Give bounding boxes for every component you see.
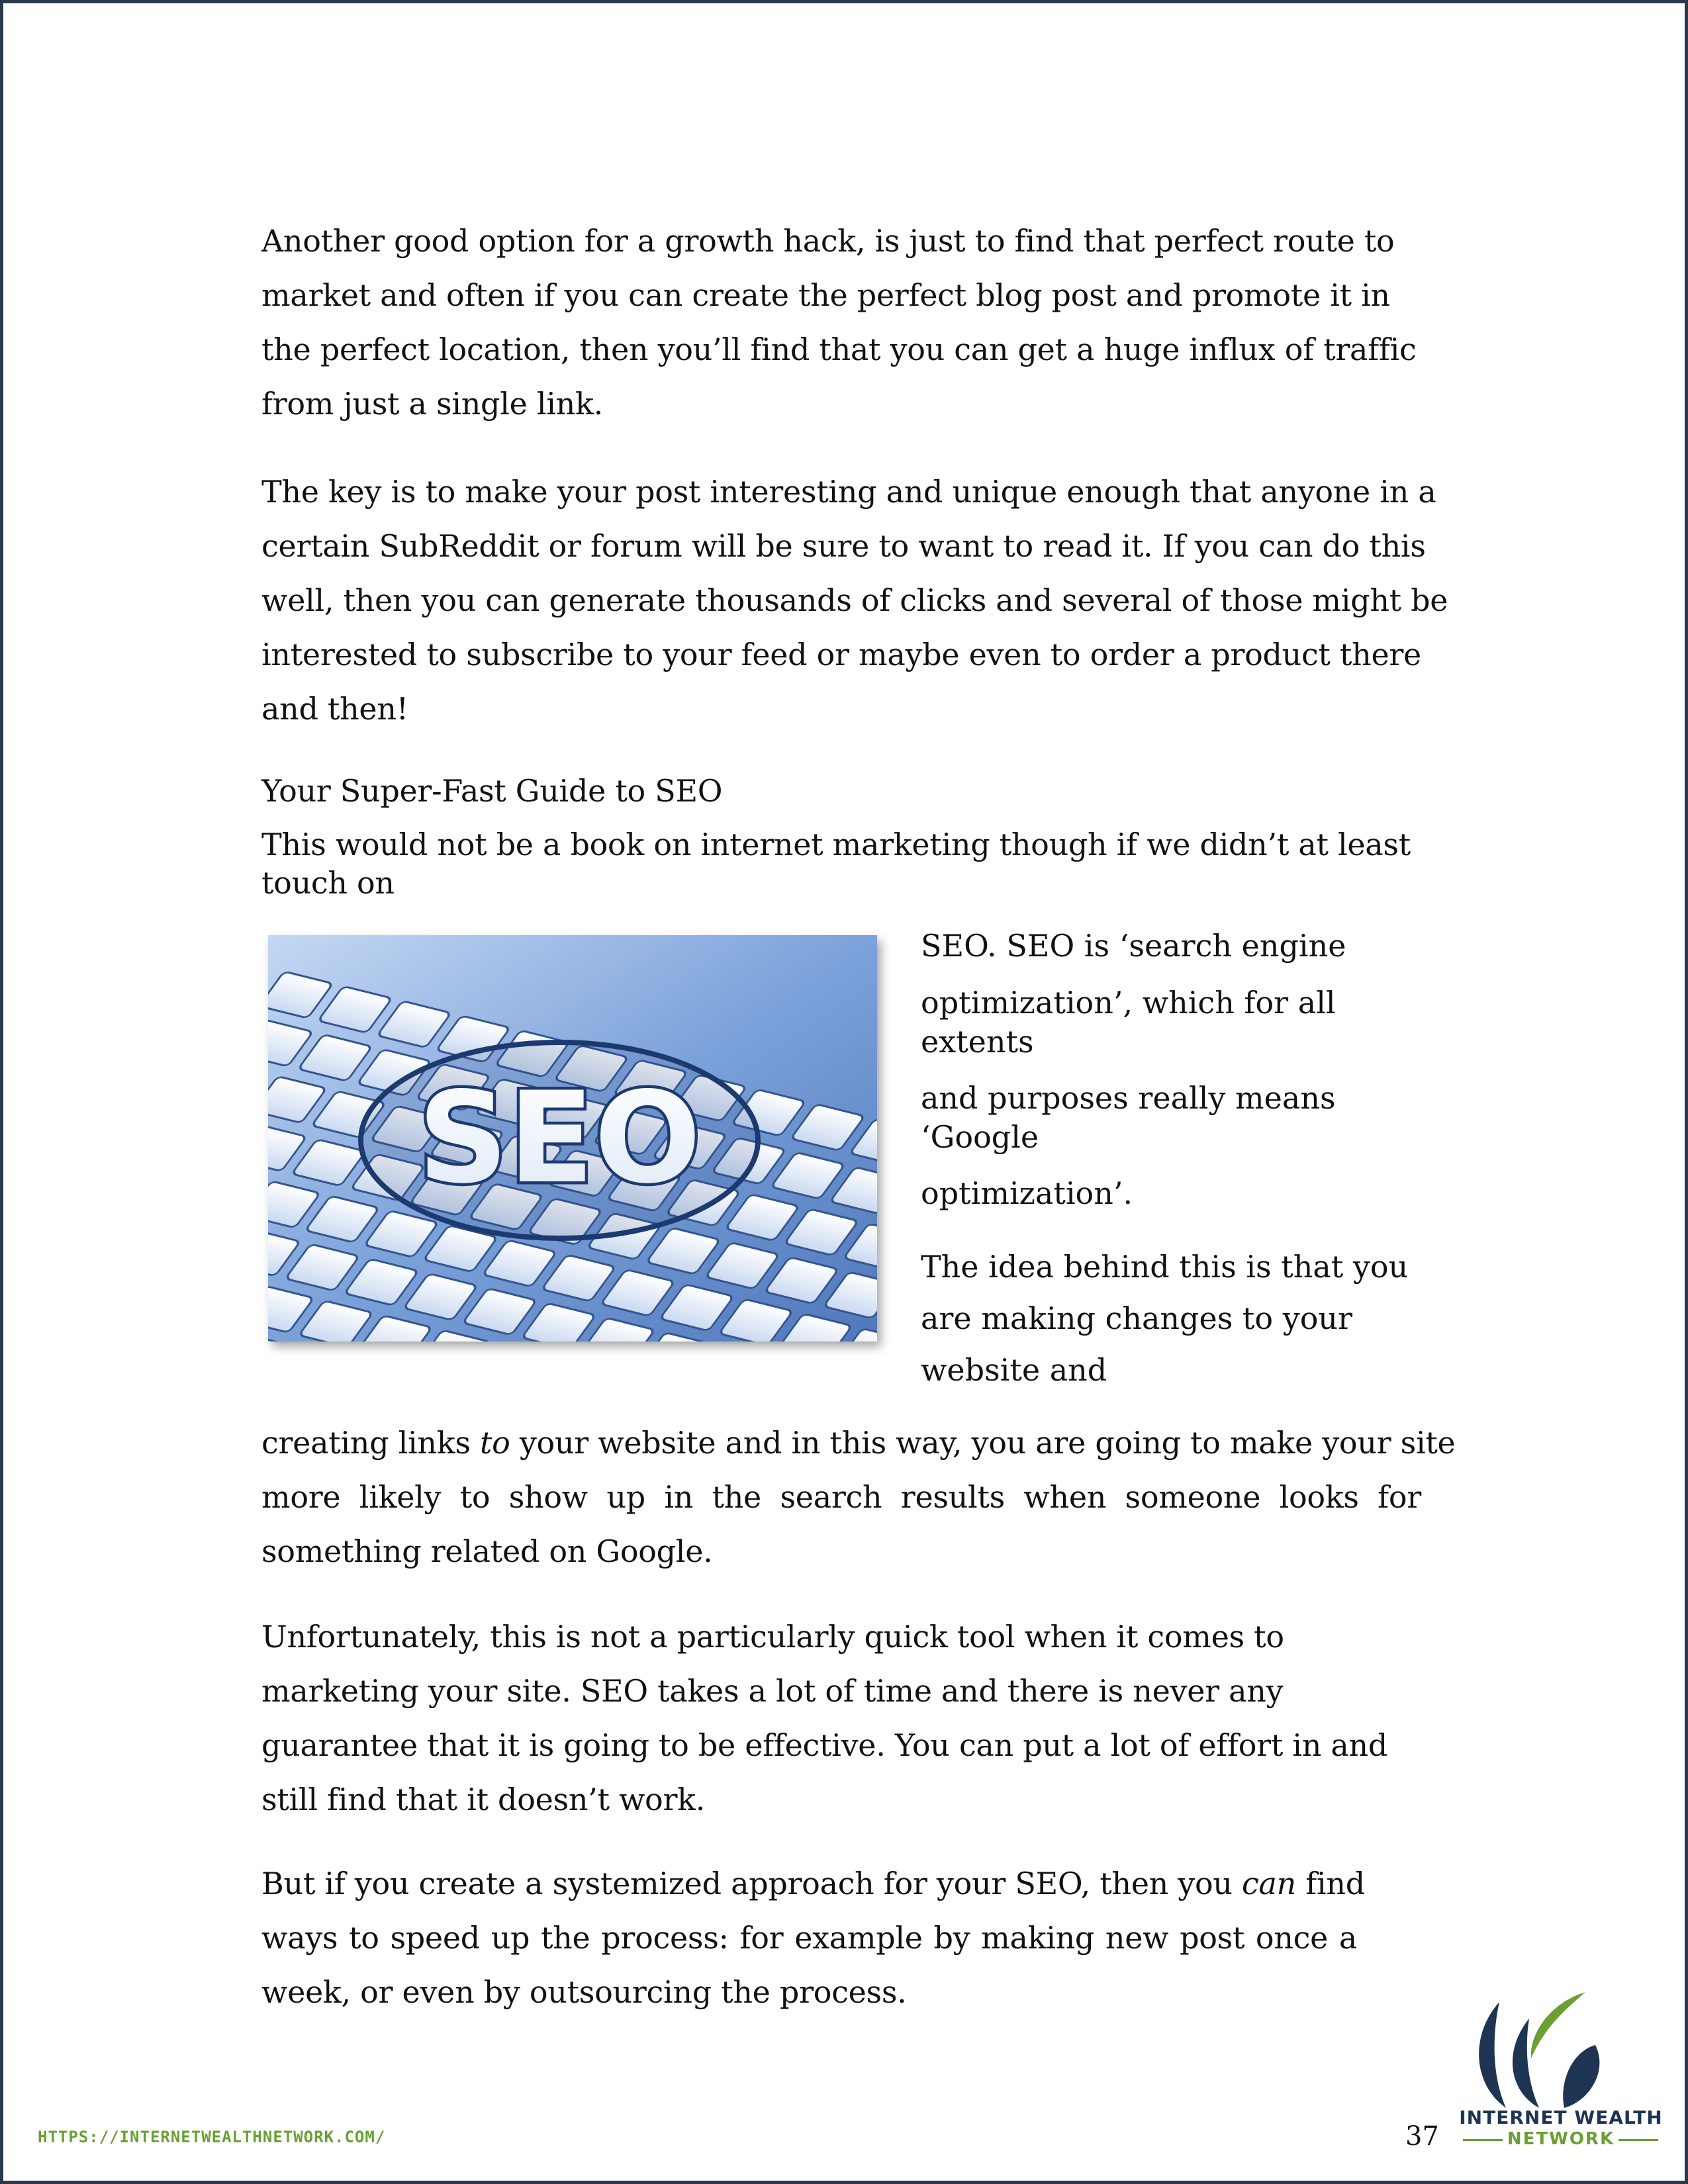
text-italic: to [479,1425,510,1461]
text-line: guarantee that it is going to be effective. You can put a lot of effort in and [261,1727,1387,1763]
section-heading: Your Super-Fast Guide to SEO [261,773,723,809]
text-line: market and often if you can create the perfect blog post and promote it in [261,277,1390,313]
paragraph-not-quick [261,1610,1387,1827]
text-line: website and [921,1352,1107,1388]
text-line: marketing your site. SEO takes a lot of time and there is never any [261,1673,1284,1709]
seo-image-label: SEO [417,1065,702,1211]
text-line [261,1856,1365,1911]
paragraph-key-interesting-post [261,465,1448,736]
text-line: something related on Google. [261,1533,713,1569]
text-line: the perfect location, then you’ll find that you can get a huge influx of traffic [261,332,1417,367]
text-line: touch on [261,865,395,901]
paragraph-seo-intro [261,825,1411,902]
paragraph-systemized-approach [261,1856,1365,2019]
text-line: certain SubReddit or forum will be sure to want to read it. If you can do this [261,528,1426,564]
text-line [261,1416,1455,1470]
text-line: still find that it doesn’t work. [261,1782,706,1817]
text-line: optimization’. [921,1175,1133,1211]
text-line: and purposes really means [921,1080,1336,1116]
page-number: 37 [1405,2121,1439,2152]
text-fragment: creating links [261,1425,480,1461]
seo-definition-text [921,926,1408,1396]
text-line: The key is to make your post interesting and unique enough that anyone in a [261,474,1436,510]
text-line: week, or even by outsourcing the process. [261,1974,907,2010]
text-line: more likely to show up in the search results when someone looks for [261,1479,1421,1515]
text-line: are making changes to your [921,1300,1353,1336]
paragraph-creating-links [261,1416,1455,1578]
logo-text-internet-wealth: INTERNET WEALTH [1459,2107,1663,2128]
text-line: The idea behind this is that you [921,1249,1409,1285]
text-italic: can [1242,1866,1296,1901]
seo-keyboard-image [268,935,877,1342]
paragraph-growth-hack [261,214,1417,431]
text-line: SEO. SEO is ‘search engine [921,928,1346,964]
text-line: Unfortunately, this is not a particularly quick tool when it comes to [261,1619,1284,1655]
logo-text-network: NETWORK [1507,2129,1615,2149]
text-line: This would not be a book on internet marketing though if we didn’t at least [261,827,1411,862]
text-line: ways to speed up the process: for example by making new post once a [261,1920,1357,1956]
text-line: interested to subscribe to your feed or maybe even to order a product there [261,637,1421,672]
text-fragment: find [1295,1866,1365,1901]
text-line: and then! [261,691,408,727]
text-line: well, then you can generate thousands of clicks and several of those might be [261,582,1448,618]
footer-url-link[interactable]: HTTPS://INTERNETWEALTHNETWORK.COM/ [38,2128,386,2146]
text-fragment: But if you create a systemized approach for your SEO, then you [261,1866,1243,1901]
text-line: extents [921,1024,1034,1060]
text-line: optimization’, which for all [921,985,1336,1021]
text-fragment: your website and in this way, you are going to make your site [510,1425,1456,1461]
logo-divider [1618,2139,1658,2141]
text-line: Another good option for a growth hack, is just to find that perfect route to [261,223,1395,259]
text-line: from just a single link. [261,386,603,422]
text-line: ‘Google [921,1119,1039,1155]
